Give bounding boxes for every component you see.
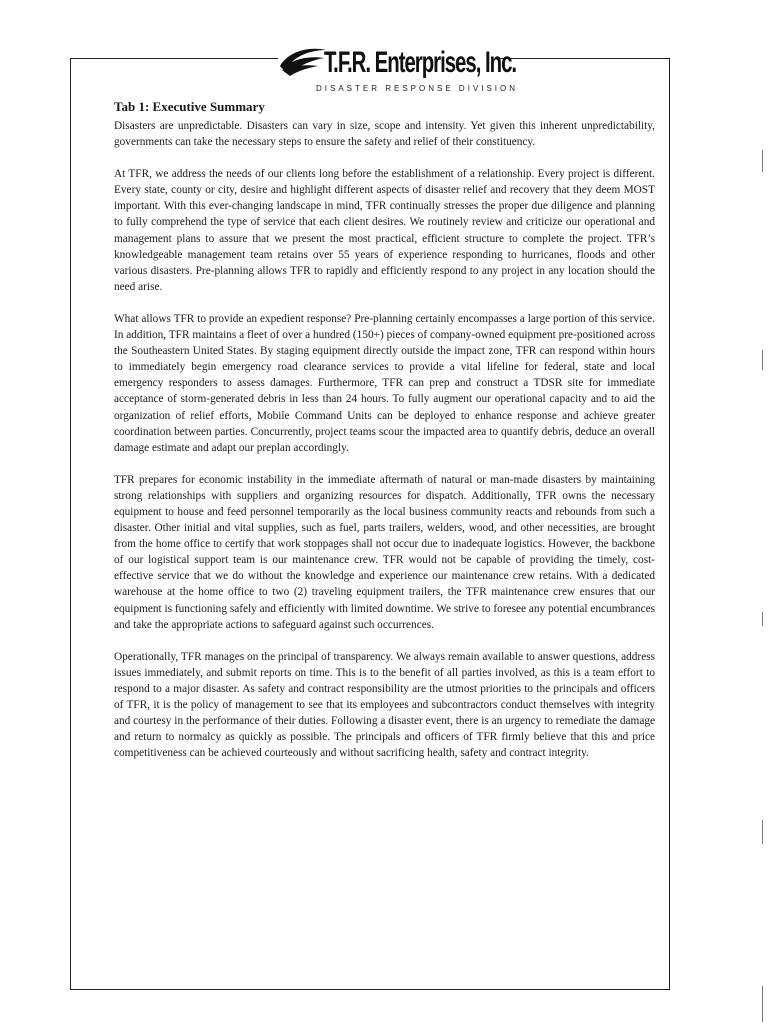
paragraph: At TFR, we address the needs of our clients long before the establishment of a relationship. Every project is different. Every state, county or city, desire and highlight different aspects of disaster relief and recovery that they deem MOST important. With this ever-changing landscape in mind, TFR continually stresses the proper due diligence and planning to fully comprehend the type of service that each client desires. We routinely review and criticize our operational and management plans to assure that we present the most practical, efficient structure to complete the project. TFR’s knowledgeable management team retains over 55 years of experience responding to hurricanes, floods and other various disasters. Pre-planning allows TFR to rapidly and efficiently respond to any project in any location should the need arise. bbox=[114, 168, 655, 293]
header-rule-left bbox=[70, 58, 278, 59]
paragraph: TFR prepares for economic instability in the immediate aftermath of natural or man-made disasters by maintaining strong relationships with suppliers and organizing resources for dispatch. Additionally, TFR owns the necessary equipment to house and feed personnel temporarily as the local business community reacts and rebounds from such a disaster. Other initial and vital supplies, such as fuel, parts trailers, welders, wood, and other necessities, are brought from the home office to certify that work stoppages shall not occur due to inadequate logistics. However, the backbone of our logistical support team is our maintenance crew. TFR would not be capable of providing the timely, cost-effective service that we do without the knowledge and experience our maintenance crew retains. With a dedicated warehouse at the home office to two (2) traveling equipment trailers, the TFR maintenance crew ensures that our equipment is functioning safely and efficiently with limited downtime. We strive to foresee any potential encumbrances and take the appropriate actions to safeguard against such occurrences. bbox=[114, 473, 655, 631]
scan-edge-mark bbox=[762, 612, 763, 626]
division-name: DISASTER RESPONSE DIVISION bbox=[316, 84, 519, 93]
scan-edge-mark bbox=[762, 150, 763, 172]
scan-edge-mark bbox=[762, 350, 763, 370]
paragraph: Disasters are unpredictable. Disasters can vary in size, scope and intensity. Yet given this inherent unpredictability, governments can take the necessary steps to ensure the safety and relief of their constituency. bbox=[114, 120, 655, 149]
header-rule-right bbox=[498, 58, 670, 59]
letterhead bbox=[278, 40, 519, 100]
section-heading: Tab 1: Executive Summary bbox=[114, 99, 265, 114]
body-text bbox=[114, 118, 655, 777]
scan-edge-mark bbox=[762, 820, 763, 844]
company-name: T.F.R. Enterprises, Inc. bbox=[324, 46, 517, 79]
swoosh-logo-icon bbox=[278, 44, 328, 78]
scan-edge-mark bbox=[762, 986, 763, 1022]
paragraph: Operationally, TFR manages on the principal of transparency. We always remain available to answer questions, address issues immediately, and submit reports on time. This is to the benefit of all parties involved, as this is a team effort to respond to a major disaster. As safety and contract responsibility are the utmost priorities to the principals and officers of TFR, it is the policy of management to see that its employees and subcontractors conduct themselves with integrity and courtesy in the performance of their duties. Following a disaster event, there is an urgency to remediate the damage and return to normalcy as quickly as possible. The principals and officers of TFR firmly believe that this and price competitiveness can be achieved courteously and without sacrificing health, safety and contract integrity. bbox=[114, 650, 655, 760]
paragraph: What allows TFR to provide an expedient response? Pre-planning certainly encompasses a large portion of this service. In addition, TFR maintains a fleet of over a hundred (150+) pieces of company-owned equipment pre-positioned across the Southeastern United States. By staging equipment directly outside the impact zone, TFR can respond within hours to immediately begin emergency road clearance services to provide a vital lifeline for federal, state and local emergency responders to assess damages. Furthermore, TFR can prep and construct a TDSR site for immediate acceptance of storm-generated debris in less than 24 hours. To fully augment our operational capacity and to aid the organization of relief efforts, Mobile Command Units can be deployed to enhance response and achieve greater coordination between parties. Concurrently, project teams scour the impacted area to quantify debris, deduce an overall damage estimate and adapt our preplan accordingly. bbox=[114, 312, 655, 454]
